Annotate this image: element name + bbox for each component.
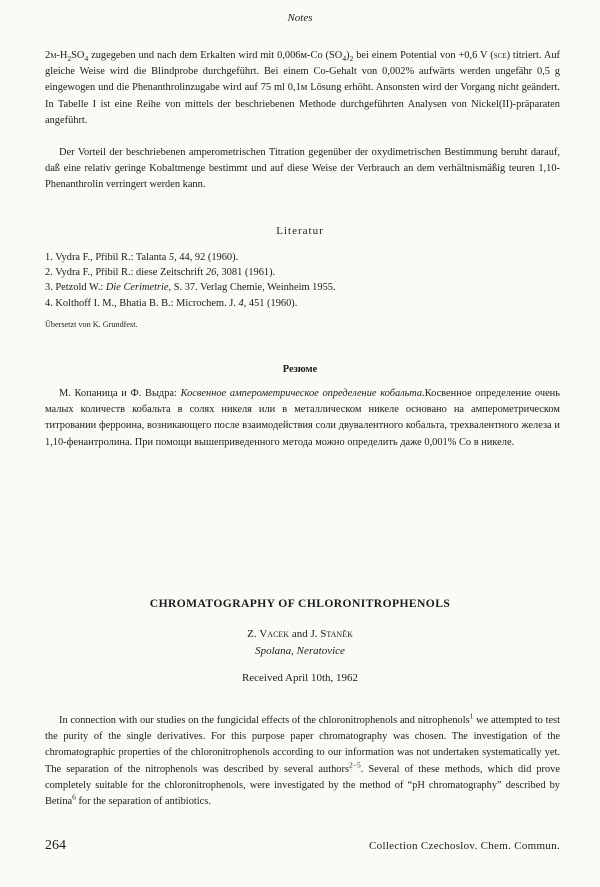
body-paragraph-2: Der Vorteil der beschriebenen amperometrischen Titration gegenüber der oxydimetrischen Bestimmung beruht darauf, daß eine relativ geringe Kobaltmenge bestimmt und auf diese Weise der Verbrauch an dem verhältnismäßig teuren 1,10-Phenanthrolin verringert werden kann. bbox=[45, 147, 560, 191]
resume-authors: М. Копаница и Ф. Выдра: bbox=[59, 388, 181, 399]
article-affiliation: Spolana, Neratovice bbox=[255, 645, 345, 657]
running-head: Notes bbox=[287, 12, 313, 24]
resume-text: Косвенное определение очень малых количеств кобальта в солях никеля или в металлическом никеле основано на амперометрическом титровании ферроина, возникающего после взаимодействия соли двувалентного кобальта, трехвалентного железа и 1,10-фенантролина. При помощи вышеприведенного метода можно определить даже 0,001% Co в никеле. bbox=[45, 388, 560, 448]
article-intro-paragraph: In connection with our studies on the fungicidal effects of the chloronitrophenols and nitrophenols$^1$ we attempted to test the purity of the single derivatives. For this purpose paper chromatography was chosen. The investigation of the chromatographic properties of the chloronitrophenols according to our information was not undertaken systematically yet. The separation of the nitrophenols was described by several authors$^{2-5}$. Several of these methods, which did prove completely suitable for the chloronitrophenols, were investigated by the method of “pH chromatography” described by Betina$^6$ for the separation of antibiotics. bbox=[45, 711, 560, 808]
received-date: Received April 10th, 1962 bbox=[241, 672, 359, 684]
reference-list bbox=[45, 250, 560, 311]
resume-heading: Резюме bbox=[282, 364, 318, 375]
article-title: CHROMATOGRAPHY OF CHLORONITROPHENOLS bbox=[149, 597, 451, 610]
reference-item: 3. Petzold W.: Die Cerimetrie, S. 37. Verlag Chemie, Weinheim 1955. bbox=[45, 282, 336, 294]
translator-note: Übersetzt von K. Grundfest. bbox=[45, 320, 138, 329]
page-number: 264 bbox=[45, 838, 66, 853]
resume-title: Косвенное амперометрическое определение кобальта. bbox=[180, 388, 425, 399]
reference-item: 4. Kolthoff I. M., Bhatia B. B.: Microchem. J. 4, 451 (1960). bbox=[45, 297, 298, 309]
reference-item: 1. Vydra F., Přibil R.: Talanta 5, 44, 92 (1960). bbox=[45, 252, 239, 263]
body-paragraph-1: $2м-H_2SO_4$ zugegeben und nach dem Erkalten wird mit 0,006м-Co $(SO_4)_2$ bei einem Potential von +0,6 V (sce) titriert. Auf gleiche Weise wird die Blindprobe durchgeführt. Bei einem Co-Gehalt von 0,002% aufwärts werden ungefähr 0,5 g eingewogen und die Phenanthrolinzugabe wird auf 75 ml 0,1м Lösung erhöht. Ansonsten wird der Vorgang nicht geändert. In Tabelle I ist eine Reihe von mittels der beschriebenen Methode durchgeführten Analysen von Nickel(II)-präparaten angeführt. bbox=[45, 50, 560, 126]
resume-paragraph bbox=[45, 386, 560, 451]
literature-heading: Literatur bbox=[276, 225, 324, 237]
reference-item: 2. Vydra F., Přibil R.: diese Zeitschrift 26, 3081 (1961). bbox=[45, 267, 276, 279]
article-authors: Z. Vacek and J. Staněk bbox=[247, 628, 353, 640]
journal-name: Collection Czechoslov. Chem. Commun. bbox=[369, 840, 560, 852]
